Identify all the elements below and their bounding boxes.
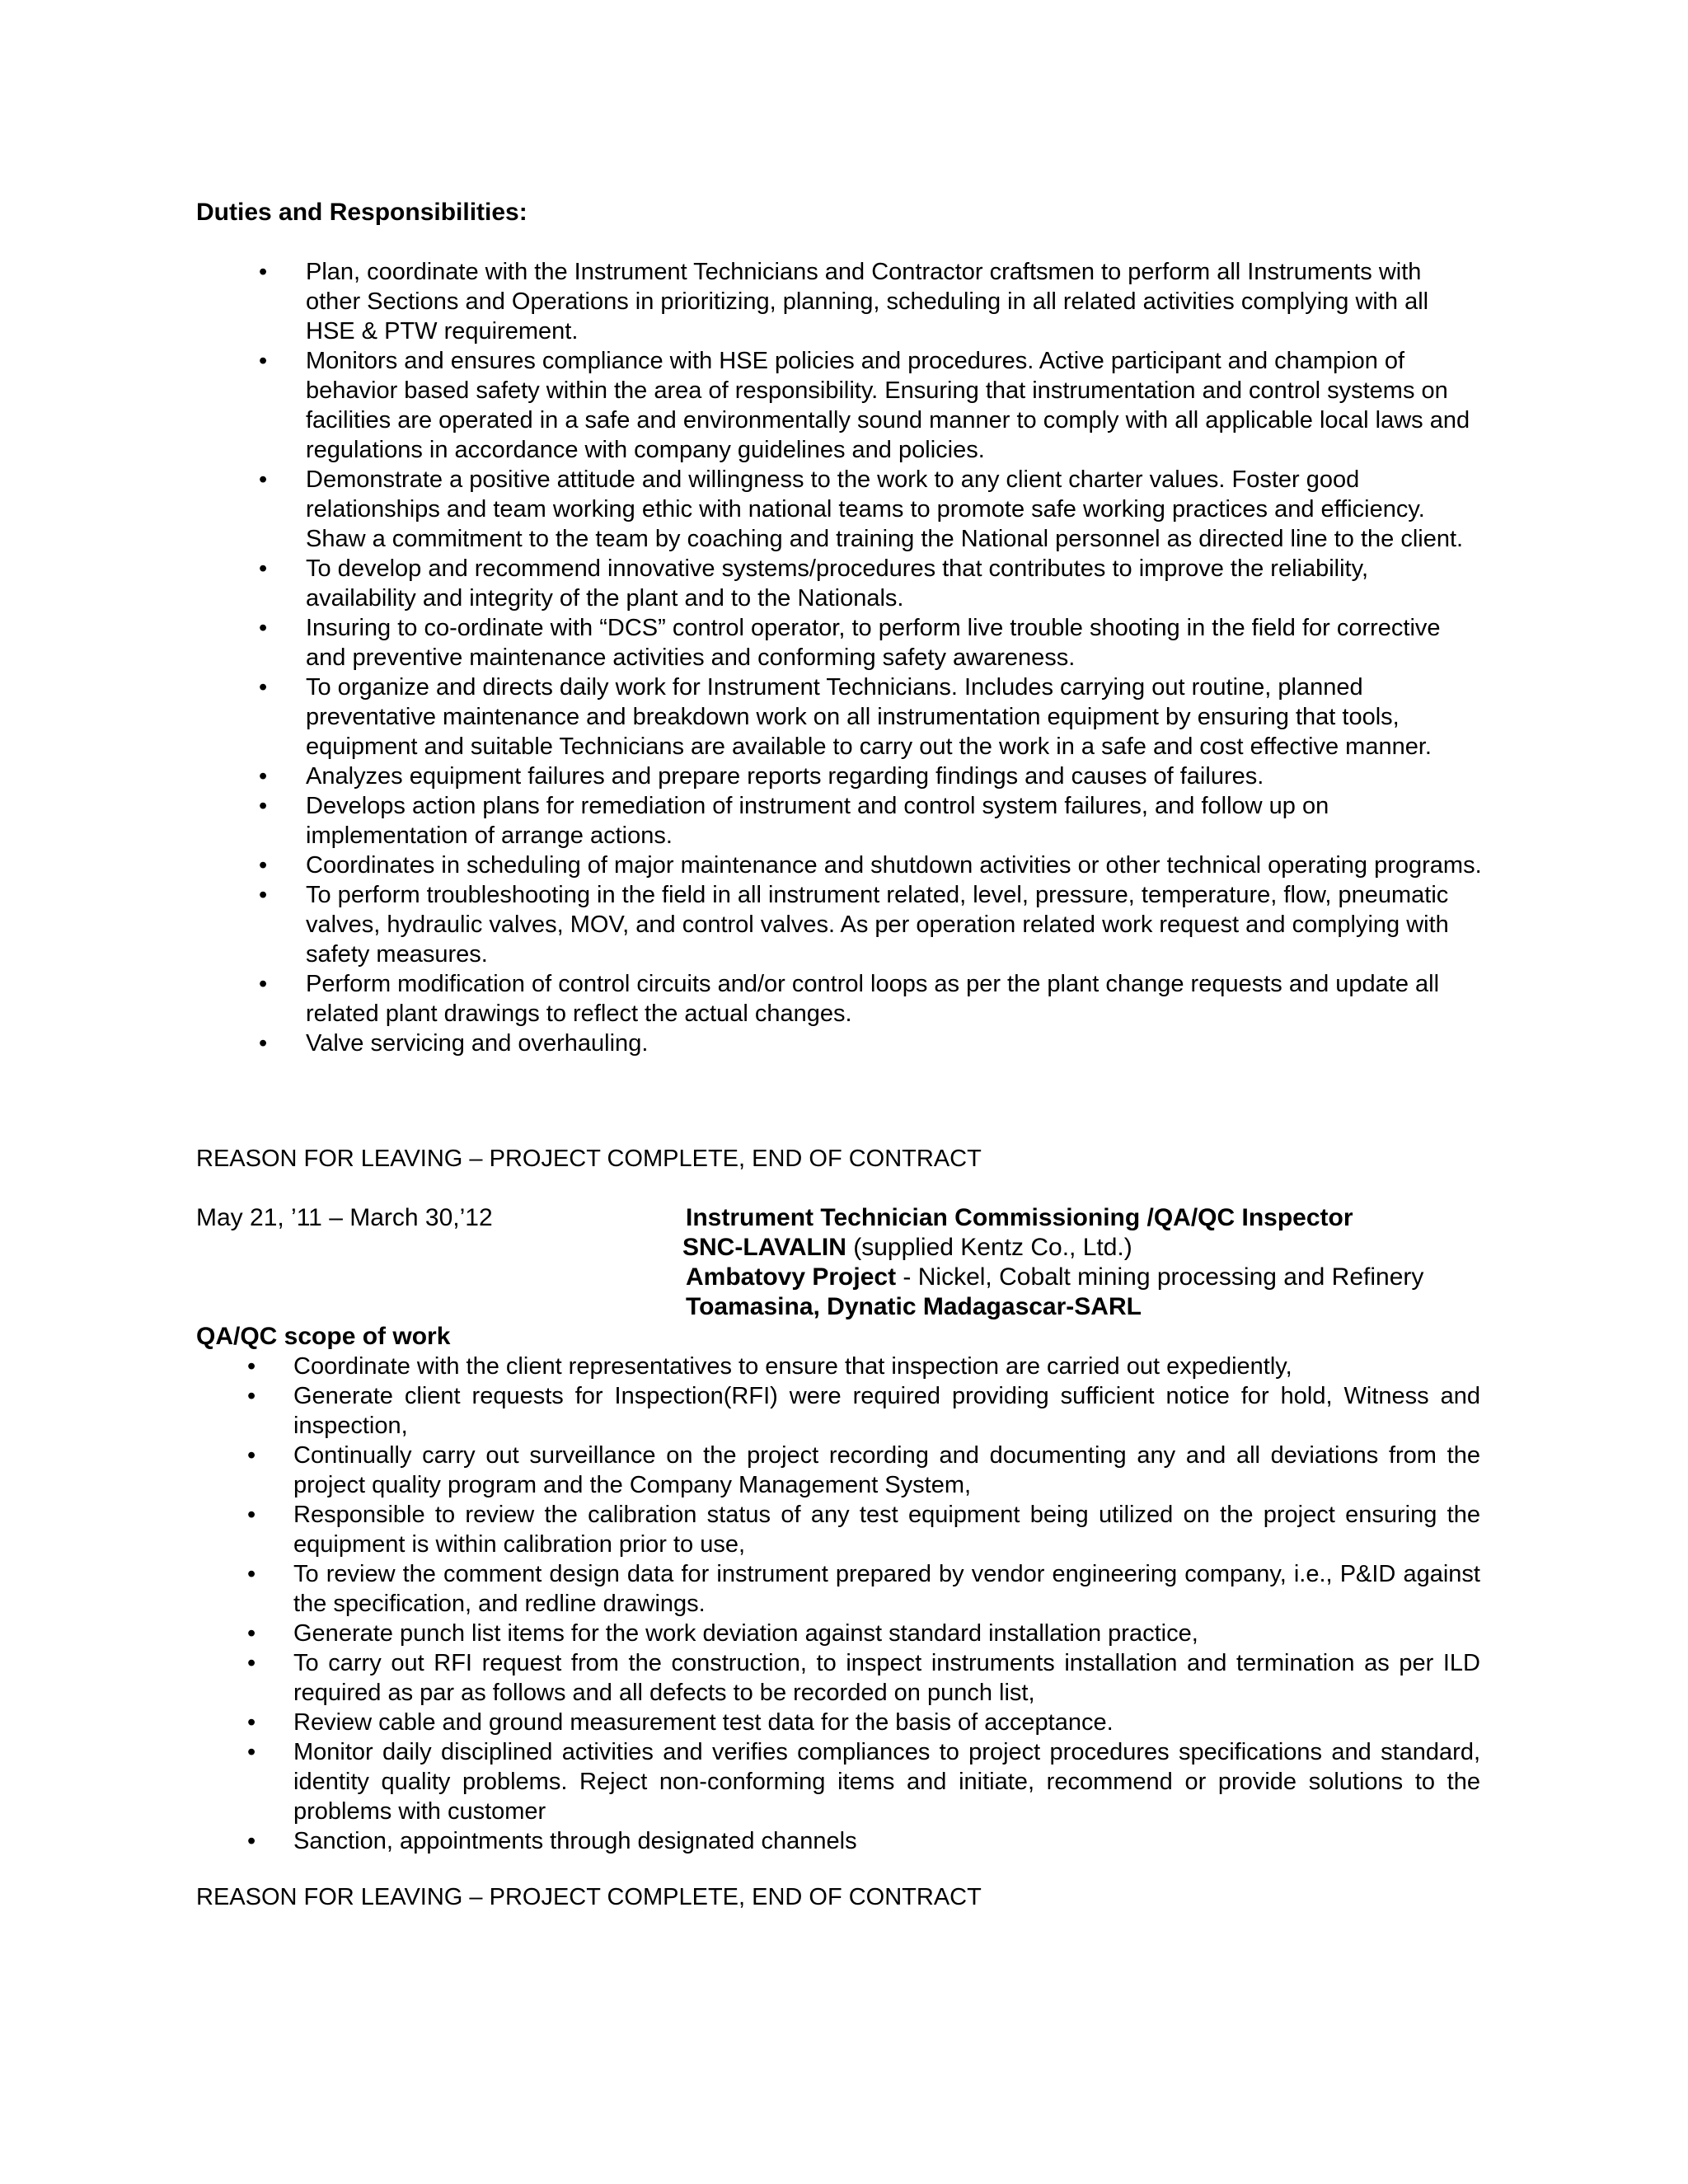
list-item: • Monitors and ensures compliance with HSE policies and procedures. Active participant and champion of behavior based safety within the area of responsibility. Ensuring that instrumentation and control systems on facilities are operated in a safe and environmentally sound manner to comply with all applicable local laws and regulations in accordance with company guidelines and policies. <box>259 348 1470 463</box>
list-item: • Coordinate with the client representatives to ensure that inspection are carried out expediently, <box>247 1353 1292 1380</box>
bullet-icon: • <box>259 1030 268 1057</box>
list-item: • Analyzes equipment failures and prepare reports regarding findings and causes of failures. <box>259 763 1264 790</box>
project-name: Ambatovy Project <box>686 1263 897 1291</box>
job-dates: May 21, ’11 – March 30,’12 <box>196 1204 493 1231</box>
list-item: • To perform troubleshooting in the field in all instrument related, level, pressure, temperature, flow, pneumatic valves, hydraulic valves, MOV, and control valves. As per operation related work request and complying with safety measures. <box>259 882 1449 968</box>
list-item: • Generate punch list items for the work deviation against standard installation practice, <box>247 1620 1198 1647</box>
list-item: • Coordinates in scheduling of major maintenance and shutdown activities or other technical operating programs. <box>259 852 1482 879</box>
bullet-icon: • <box>247 1709 256 1736</box>
list-item: • Responsible to review the calibration status of any test equipment being utilized on the project ensuring the equipment is within calibration prior to use, <box>247 1502 1480 1558</box>
job-project-line <box>686 1263 1423 1292</box>
bullet-icon: • <box>259 971 268 997</box>
bullet-icon: • <box>247 1561 256 1587</box>
job-location: Toamasina, Dynatic Madagascar-SARL <box>686 1293 1142 1320</box>
job-company-line <box>682 1233 1132 1263</box>
list-item: • Insuring to co-ordinate with “DCS” control operator, to perform live trouble shooting in the field for corrective and preventive maintenance activities and conforming safety awareness. <box>259 615 1441 671</box>
bullet-icon: • <box>247 1353 256 1380</box>
bullet-icon: • <box>259 882 268 908</box>
reason-for-leaving: REASON FOR LEAVING – PROJECT COMPLETE, END OF CONTRACT <box>196 1884 982 1910</box>
job-title: Instrument Technician Commissioning /QA/QC Inspector <box>686 1204 1353 1231</box>
bullet-icon: • <box>259 466 268 493</box>
bullet-icon: • <box>247 1502 256 1528</box>
list-item: • To develop and recommend innovative systems/procedures that contributes to improve the reliability, availability and integrity of the plant and to the Nationals. <box>259 555 1368 612</box>
project-note: - Nickel, Cobalt mining processing and Refinery <box>903 1263 1424 1291</box>
bullet-icon: • <box>247 1383 256 1409</box>
qa-list <box>196 1352 1480 1856</box>
bullet-icon: • <box>259 674 268 701</box>
list-item: • To carry out RFI request from the construction, to inspect instruments installation and termination as per ILD required as par as follows and all defects to be recorded on punch list, <box>247 1650 1480 1706</box>
bullet-icon: • <box>259 793 268 819</box>
bullet-icon: • <box>247 1620 256 1647</box>
list-item: • Review cable and ground measurement test data for the basis of acceptance. <box>247 1709 1114 1736</box>
bullet-icon: • <box>247 1650 256 1676</box>
reason-for-leaving: REASON FOR LEAVING – PROJECT COMPLETE, END OF CONTRACT <box>196 1146 982 1172</box>
list-item: • Valve servicing and overhauling. <box>259 1030 649 1057</box>
bullet-icon: • <box>259 852 268 879</box>
list-item: • Plan, coordinate with the Instrument Technicians and Contractor craftsmen to perform all Instruments with other Sections and Operations in prioritizing, planning, scheduling in all related activities complying with all HSE & PTW requirement. <box>259 259 1429 344</box>
bullet-icon: • <box>259 763 268 790</box>
list-item: • To review the comment design data for instrument prepared by vendor engineering company, i.e., P&ID against the specification, and redline drawings. <box>247 1561 1480 1617</box>
list-item: • Continually carry out surveillance on the project recording and documenting any and all deviations from the project quality program and the Company Management System, <box>247 1442 1480 1498</box>
list-item: • Generate client requests for Inspection(RFI) were required providing sufficient notice for hold, Witness and inspection, <box>247 1383 1480 1439</box>
duties-heading: Duties and Responsibilities: <box>196 199 528 226</box>
bullet-icon: • <box>247 1828 256 1854</box>
bullet-icon: • <box>259 555 268 582</box>
bullet-icon: • <box>247 1739 256 1765</box>
bullet-icon: • <box>259 259 268 285</box>
bullet-icon: • <box>259 348 268 374</box>
list-item: • Monitor daily disciplined activities and verifies compliances to project procedures specifications and standard, identity quality problems. Reject non-conforming items and initiate, recommend or provide solutions to the problems with customer <box>247 1739 1480 1825</box>
list-item: • Develops action plans for remediation of instrument and control system failures, and follow up on implementation of arrange actions. <box>259 793 1329 849</box>
list-item: • Demonstrate a positive attitude and willingness to the work to any client charter values. Foster good relationships and team working ethic with national teams to promote safe working practices and efficiency. Shaw a commitment to the team by coaching and training the National personnel as directed line to the client. <box>259 466 1464 552</box>
duties-list <box>196 257 1482 1058</box>
qa-heading: QA/QC scope of work <box>196 1323 451 1350</box>
list-item: • Sanction, appointments through designated channels <box>247 1828 857 1854</box>
list-item: • Perform modification of control circuits and/or control loops as per the plant change requests and update all related plant drawings to reflect the actual changes. <box>259 971 1440 1027</box>
list-item: • To organize and directs daily work for Instrument Technicians. Includes carrying out routine, planned preventative maintenance and breakdown work on all instrumentation equipment by ensuring that tools, equipment and suitable Technicians are available to carry out the work in a safe and cost effective manner. <box>259 674 1432 760</box>
bullet-icon: • <box>259 615 268 641</box>
bullet-icon: • <box>247 1442 256 1469</box>
company-name: SNC-LAVALIN <box>682 1234 846 1261</box>
company-note: (supplied Kentz Co., Ltd.) <box>853 1234 1132 1261</box>
